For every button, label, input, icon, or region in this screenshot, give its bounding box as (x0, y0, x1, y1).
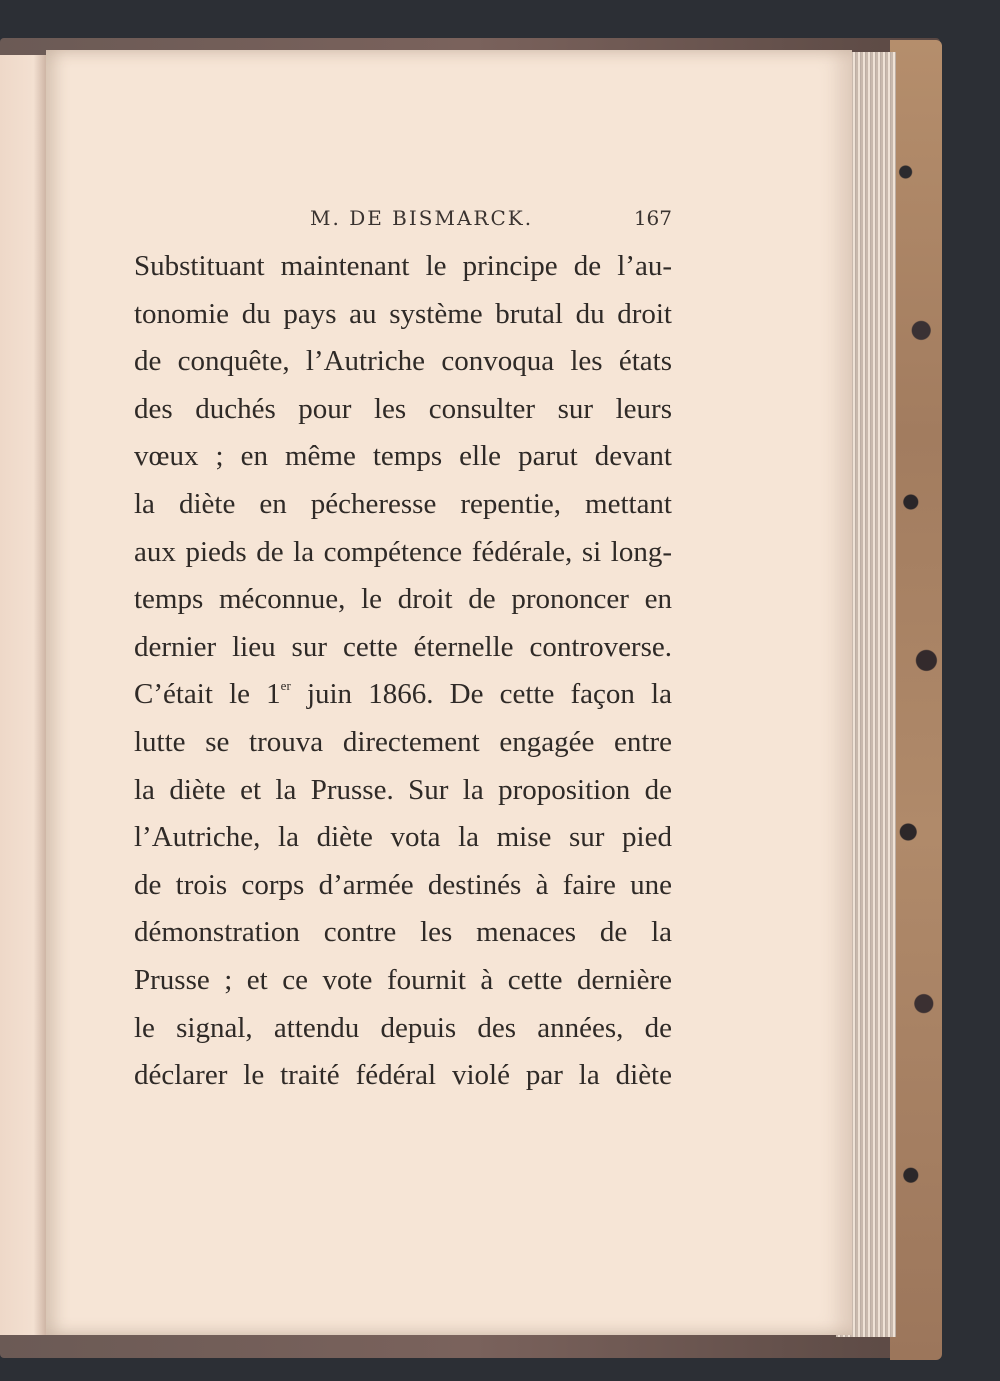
text-line: l’Autriche, la diète vota la mise sur pied (134, 821, 672, 854)
text-line: déclarer le traité fédéral violé par la diète (134, 1059, 672, 1092)
text-line: la diète et la Prusse. Sur la proposition de (134, 773, 672, 806)
running-title: M. DE BISMARCK. (310, 206, 534, 230)
text-line: démonstration contre les menaces de la (134, 916, 672, 949)
page-header (310, 206, 672, 236)
body-text (134, 243, 672, 1100)
text-line: tonomie du pays au système brutal du droit (134, 297, 672, 330)
text-line: lutte se trouva directement engagée entre (134, 725, 672, 758)
line-start: C’était le 1 (134, 678, 281, 711)
text-line: Prusse ; et ce vote fournit à cette dernière (134, 963, 672, 996)
text-line: Substituant maintenant le principe de l’au- (134, 250, 672, 282)
left-page-edge (0, 55, 50, 1335)
marbled-cover-edge (890, 40, 942, 1360)
page-number: 167 (633, 206, 672, 230)
text-line: des duchés pour les consulter sur leurs (134, 392, 672, 425)
text-line (134, 671, 672, 719)
line-end: juin 1866. De cette façon la (290, 678, 672, 711)
text-line: de trois corps d’armée destinés à faire une (134, 868, 672, 901)
ordinal-superscript: er (280, 678, 291, 694)
text-line: de conquête, l’Autriche convoqua les états (134, 345, 672, 378)
text-line: vœux ; en même temps elle parut devant (134, 440, 672, 473)
text-line: la diète en pécheresse repentie, mettant (134, 487, 672, 520)
text-line: le signal, attendu depuis des années, de (134, 1011, 672, 1044)
text-line: dernier lieu sur cette éternelle controverse. (134, 630, 672, 663)
text-line: aux pieds de la compétence fédérale, si long- (134, 535, 672, 568)
text-line: temps méconnue, le droit de prononcer en (134, 583, 672, 616)
